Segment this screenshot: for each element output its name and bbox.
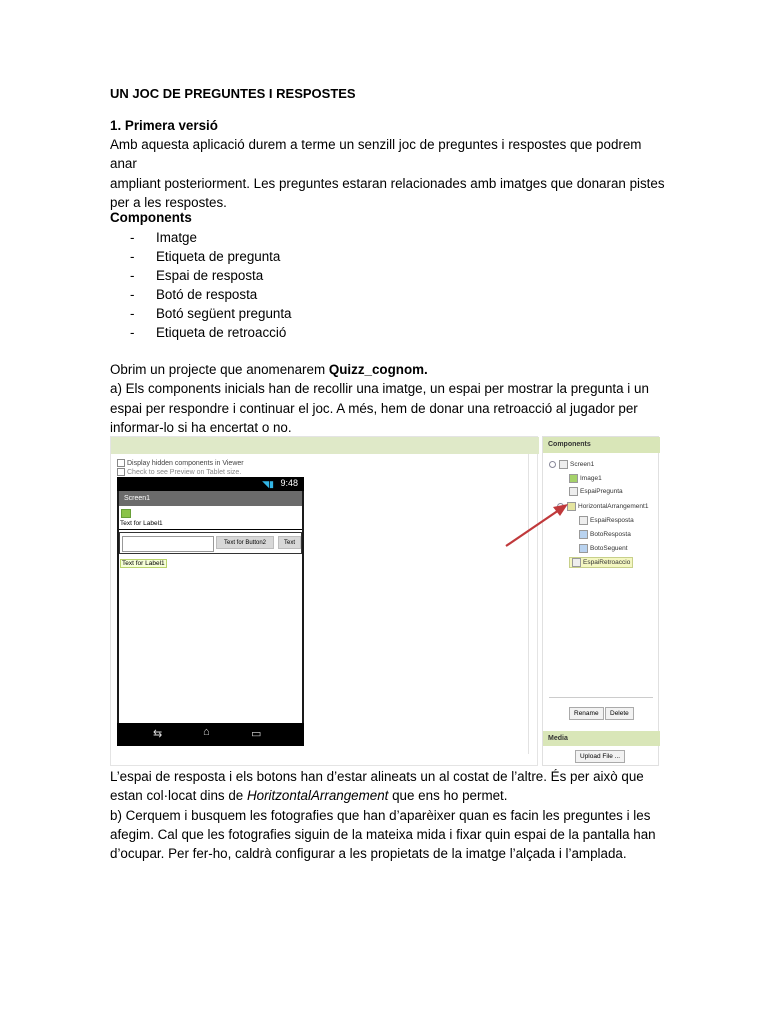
- label-icon: [569, 487, 578, 496]
- components-panel-header: Components: [543, 437, 660, 453]
- components-panel: [542, 436, 659, 766]
- tablet-preview-checkbox[interactable]: Check to see Preview on Tablet size.: [117, 468, 241, 476]
- tree-item-horizontalarrangement1[interactable]: HorizontalArrangement1: [557, 502, 648, 511]
- pointer-arrow-icon: [500, 496, 580, 556]
- project-paragraph: [110, 360, 670, 437]
- step-a-line: a) Els components inicials han de recollir una imatge, un espai per mostrar la pregunta i un: [110, 381, 649, 397]
- home-icon: ⌂: [203, 726, 210, 738]
- answer-button[interactable]: Text for Button2: [216, 536, 274, 549]
- intro-line: Amb aquesta aplicació durem a terme un senzill joc de preguntes i respostes que podrem anar: [110, 137, 642, 172]
- viewer-header: [111, 437, 539, 454]
- label-icon: [572, 558, 581, 567]
- step-b-line: b) Cerquem i busquem les fotografies que han d’aparèixer quan es facin les preguntes i les: [110, 807, 651, 823]
- media-panel-header: Media: [543, 731, 660, 746]
- tree-item-botoseguent[interactable]: BotoSeguent: [579, 544, 628, 553]
- explanation-line: estan col·locat dins de HoritzontalArrangement que ens ho permet.: [110, 788, 508, 804]
- back-icon: ⇆: [153, 728, 163, 740]
- tree-item-image1[interactable]: Image1: [569, 474, 602, 483]
- phone-preview: [117, 477, 304, 746]
- divider: [119, 529, 302, 530]
- button-icon: [579, 544, 588, 553]
- horizontal-arrangement: [119, 532, 302, 554]
- document-title: UN JOC DE PREGUNTES I RESPOSTES: [110, 86, 356, 101]
- project-line: Obrim un projecte que anomenarem Quizz_cognom.: [110, 362, 428, 377]
- tree-item-espairetroaccio[interactable]: EspaiRetroaccio: [569, 557, 633, 568]
- image-placeholder-icon: [121, 509, 131, 518]
- display-hidden-checkbox[interactable]: Display hidden components in Viewer: [117, 459, 244, 467]
- explanation-paragraph: [110, 767, 670, 863]
- wifi-signal-icon: ◥▮: [262, 479, 274, 489]
- app-inventor-screenshot: [110, 436, 659, 766]
- tree-item-botoresposta[interactable]: BotoResposta: [579, 530, 631, 539]
- tree-item-espairesposta[interactable]: EspaiResposta: [579, 516, 634, 525]
- intro-line: ampliant posteriorment. Les preguntes estaran relacionades amb imatges que donaran pistes: [110, 175, 665, 191]
- phone-nav-bar: [117, 723, 304, 746]
- collapse-icon: [549, 461, 556, 468]
- step-b-line: d’ocupar. Per fer-ho, caldrà configurar a les propietats de la imatge l’alçada i l’amplada.: [110, 846, 627, 862]
- tree-item-espaipregunta[interactable]: EspaiPregunta: [569, 487, 623, 496]
- recent-apps-icon: ▭: [251, 728, 262, 740]
- explanation-line: L’espai de resposta i els botons han d’estar alineats un al costat de l’altre. És per això que: [110, 769, 644, 784]
- step-a-line: informar-lo si ha encertat o no.: [110, 419, 292, 435]
- textbox-icon: [579, 516, 588, 525]
- tree-item-screen1[interactable]: Screen1: [549, 460, 594, 469]
- rename-button[interactable]: Rename: [569, 707, 604, 720]
- clock: 9:48: [280, 478, 298, 488]
- step-b-line: afegim. Cal que les fotografies siguin de la mateixa mida i fixar quin espai de la pantalla han: [110, 826, 656, 842]
- screen-title-bar: Screen1: [119, 491, 302, 506]
- image-icon: [569, 474, 578, 483]
- section-heading: 1. Primera versió: [110, 118, 218, 133]
- label1: Text for Label1: [120, 520, 163, 527]
- intro-paragraph: [110, 135, 670, 212]
- next-button[interactable]: Text: [278, 536, 301, 549]
- screen-icon: [559, 460, 568, 469]
- phone-status-bar: [117, 477, 304, 491]
- delete-button[interactable]: Delete: [605, 707, 634, 720]
- answer-textbox[interactable]: [122, 536, 214, 552]
- step-a-line: espai per respondre i continuar el joc. A més, hem de donar una retroacció al jugador per: [110, 400, 638, 416]
- feedback-label: Text for Label1: [122, 560, 165, 567]
- phone-screen: [119, 491, 302, 723]
- button-icon: [579, 530, 588, 539]
- viewer-panel: [110, 436, 538, 766]
- components-heading: Components: [110, 210, 192, 225]
- upload-file-button[interactable]: Upload File ...: [575, 750, 625, 763]
- tree-scrollbar[interactable]: [549, 697, 653, 703]
- intro-line: per a les respostes.: [110, 194, 227, 210]
